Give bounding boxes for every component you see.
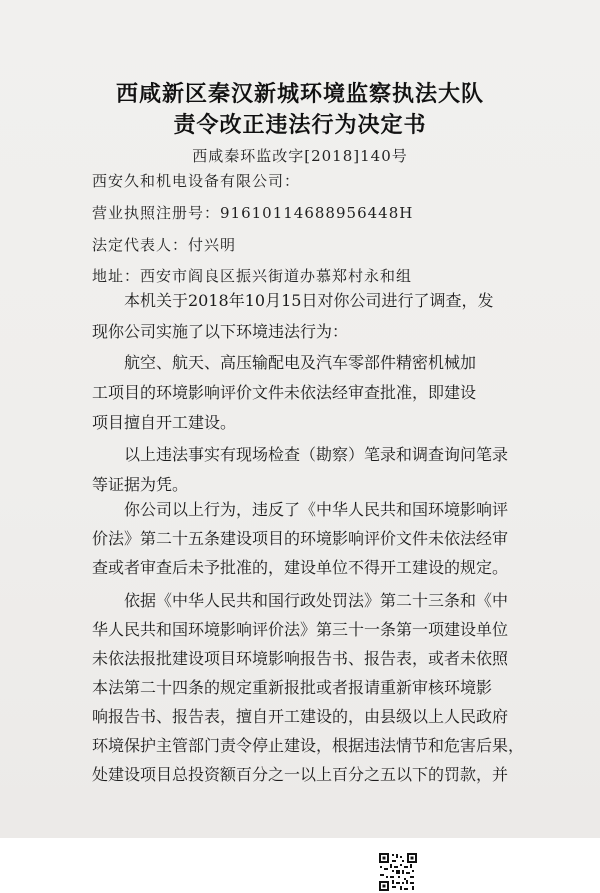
legal-representative-line: 法定代表人：付兴明 — [92, 236, 237, 254]
paragraph-line: 响报告书、报告表，擅自开工建设的，由县级以上人民政府 — [92, 707, 509, 726]
document-title-line-2: 责令改正违法行为决定书 — [173, 113, 427, 138]
paragraph-line: 项目擅自开工建设。 — [92, 413, 237, 432]
page-footer-area — [0, 838, 600, 893]
paragraph-line: 依据《中华人民共和国行政处罚法》第二十三条和《中 — [124, 591, 509, 610]
paragraph-line: 航空、航天、高压输配电及汽车零部件精密机械加 — [124, 353, 477, 372]
paragraph-line: 现你公司实施了以下环境违法行为： — [92, 322, 349, 341]
paragraph-line: 查或者审查后未予批准的，建设单位不得开工建设的规定。 — [92, 558, 509, 577]
paragraph-line: 处建设项目总投资额百分之一以上百分之五以下的罚款，并 — [92, 765, 509, 784]
license-number-line: 营业执照注册号：91610114688956448H — [92, 204, 414, 222]
recipient-line: 西安久和机电设备有限公司： — [92, 172, 301, 190]
qr-code-icon — [378, 852, 418, 892]
paragraph-line: 本法第二十四条的规定重新报批或者报请重新审核环境影 — [92, 678, 493, 697]
paragraph-line: 等证据为凭。 — [92, 475, 189, 494]
address-line: 地址：西安市阎良区振兴街道办慕郑村永和组 — [92, 267, 413, 285]
paragraph-line: 华人民共和国环境影响评价法》第三十一条第一项建设单位 — [92, 620, 509, 639]
paragraph-line: 环境保护主管部门责令停止建设，根据违法情节和危害后果， — [92, 736, 525, 755]
paragraph-line: 价法》第二十五条建设项目的环境影响评价文件未依法经审 — [92, 529, 509, 548]
paragraph-line: 本机关于2018年10月15日对你公司进行了调查，发 — [124, 291, 494, 310]
document-title-line-1: 西咸新区秦汉新城环境监察执法大队 — [115, 82, 484, 107]
paragraph-line: 你公司以上行为，违反了《中华人民共和国环境影响评 — [124, 500, 509, 519]
paragraph-line: 工项目的环境影响评价文件未依法经审查批准，即建设 — [92, 383, 477, 402]
document-number: 西咸秦环监改字[2018]140号 — [192, 147, 408, 165]
paragraph-line: 以上违法事实有现场检查（勘察）笔录和调查询问笔录 — [124, 445, 509, 464]
paragraph-line: 未依法报批建设项目环境影响报告书、报告表，或者未依照 — [92, 649, 509, 668]
